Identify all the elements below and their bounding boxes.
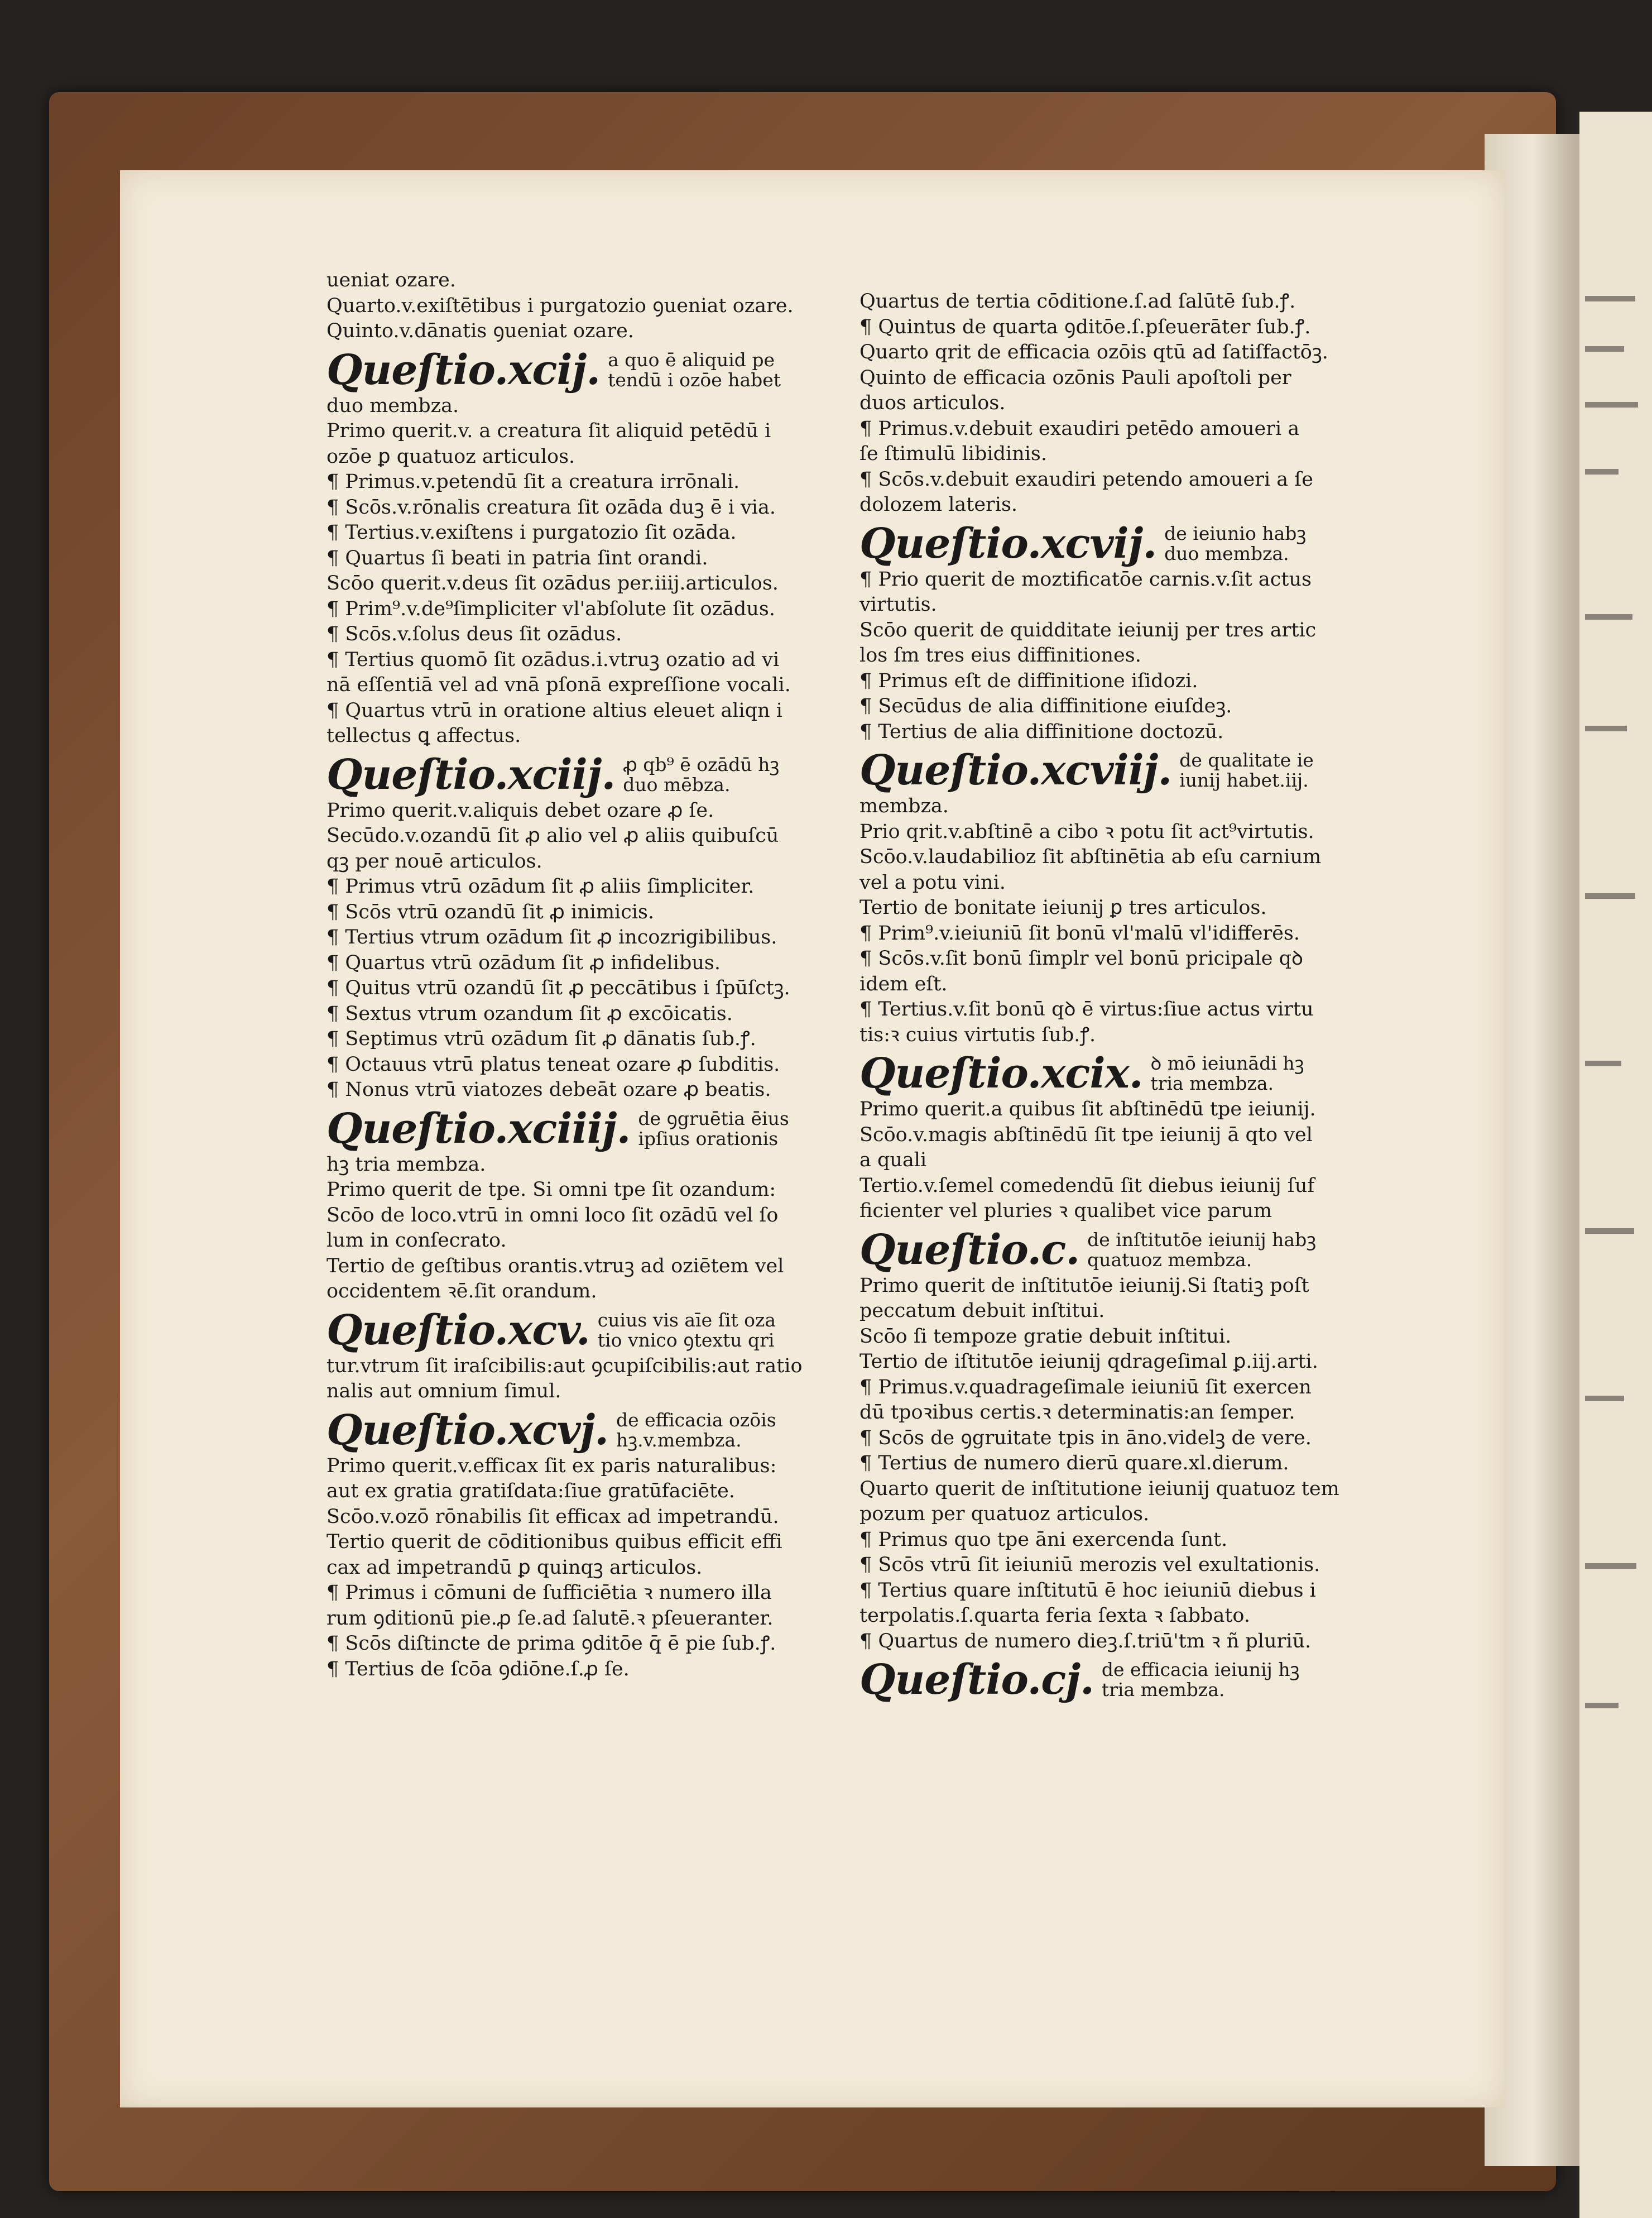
text-line: ¶ Quartus vtrū in oratione altius eleuet aliqn i xyxy=(326,699,782,722)
text-line: Scōo.v.ozō rōnabilis ſit efficax ad impetrandū. xyxy=(326,1505,779,1528)
question-title: Queſtio.xcvij. xyxy=(859,519,1157,568)
text-line: cax ad impetrandū ꝑ quinqꝫ articulos. xyxy=(326,1556,703,1579)
question-title: Queſtio.xcij. xyxy=(326,346,601,394)
text-line: Quartus de tertia cōditione.ſ.ad ſalūtē ſub.ꝭ. xyxy=(859,290,1296,313)
text-line: occidentem ꝛē.ſit orandum. xyxy=(326,1280,597,1302)
question-heading xyxy=(859,1225,1373,1274)
text-line: Primo querit.v.efficax ſit ex paris naturalibus: xyxy=(326,1454,777,1477)
text-line: ¶ Prio querit de moztificatōe carnis.v.ſit actus xyxy=(859,568,1312,591)
text-line: ¶ Primus.v.petendū ſit a creatura irrōnali. xyxy=(326,471,740,493)
question-heading xyxy=(859,1051,1373,1096)
text-line: ¶ Prim⁹.v.ieiuniū ſit bonū vl'malū vl'idifferēs. xyxy=(859,922,1300,945)
text-line: Scōo de loco.vtrū in omni loco ſit ozādū vel ſo xyxy=(326,1204,779,1227)
text-line: membza. xyxy=(859,795,949,817)
question-heading xyxy=(326,348,843,392)
question-description: a quo ē aliquid pe tendū i ozōe habet xyxy=(608,348,781,391)
text-line: Quinto.v.dānatis ꝯueniat ozare. xyxy=(326,320,634,342)
text-line: ¶ Tertius de alia diffinitione doctozū. xyxy=(859,720,1224,743)
question-title: Queſtio.cj. xyxy=(859,1656,1094,1704)
question-heading xyxy=(326,750,843,799)
question-description: de ꝯgruētia ēius ipſius orationis xyxy=(638,1107,789,1149)
text-line: duos articulos. xyxy=(859,392,1006,414)
text-line: ¶ Scōs vtrū ſit ieiuniū merozis vel exultationis. xyxy=(859,1554,1320,1576)
text-line: Scōo querit de quidditate ieiunij per tres artic xyxy=(859,619,1317,641)
question-description: ꝓ qb⁹ ē ozādū hꝫ duo mēbza. xyxy=(623,753,780,796)
text-line: ¶ Prim⁹.v.de⁹ſimpliciter vl'abſolute ſit ozādus. xyxy=(326,597,775,620)
text-line: ¶ Quartus ſi beati in patria ſint orandi. xyxy=(326,547,708,569)
text-line: Prio qrit.v.abſtinē a cibo ꝛ potu ſit act⁹virtutis. xyxy=(859,820,1314,843)
text-line: Scōo ſi tempoze gratie debuit inſtitui. xyxy=(859,1325,1232,1348)
text-line: ¶ Septimus vtrū ozādum ſit ꝓ dānatis ſub.ꝭ. xyxy=(326,1028,756,1050)
text-line: ¶ Scōs vtrū ozandū ſit ꝓ inimicis. xyxy=(326,900,655,923)
question-title: Queſtio.xcvj. xyxy=(326,1406,608,1454)
text-line: ¶ Sextus vtrum ozandum ſit ꝓ excōicatis. xyxy=(326,1002,733,1025)
text-line: aut ex gratia gratiſdata:ſiue gratūfaciēte. xyxy=(326,1480,736,1502)
text-line: hꝫ tria membza. xyxy=(326,1153,486,1176)
text-line: Primo querit de inſtitutōe ieiunij.Si ſtatiꝫ poſt xyxy=(859,1274,1309,1297)
text-line: ¶ Tertius vtrum ozādum ſit ꝓ incozrigibilibus. xyxy=(326,926,777,948)
text-line: ozōe ꝑ quatuoz articulos. xyxy=(326,445,575,468)
question-description: de efficacia ieiunij hꝫ tria membza. xyxy=(1101,1659,1300,1700)
question-title: Queſtio.xciiij. xyxy=(326,1104,631,1153)
text-line: ¶ Tertius quare inſtitutū ē hoc ieiuniū diebus i xyxy=(859,1579,1316,1602)
text-line: nā eſſentiā vel ad vnā pſonā expreſſione vocali. xyxy=(326,674,791,696)
question-title: Queſtio.xcv. xyxy=(326,1306,590,1354)
text-line: ¶ Primus i cōmuni de ſufficiētia ꝛ numero illa xyxy=(326,1582,772,1604)
question-heading xyxy=(326,1106,843,1151)
text-line: ¶ Quartus vtrū ozādum ſit ꝓ infidelibus. xyxy=(326,951,721,974)
text-line: ¶ Primus.v.quadrageſimale ieiuniū ſit exercen xyxy=(859,1376,1312,1398)
text-line: ſe ſtimulū libidinis. xyxy=(859,443,1048,465)
text-line: Tertio querit de cōditionibus quibus efficit effi xyxy=(326,1531,782,1553)
facing-page-edge xyxy=(1579,112,1652,2218)
question-heading xyxy=(326,1308,843,1353)
text-line: Tertio de iſtitutōe ieiunij qdrageſimal ꝑ.iij.arti. xyxy=(859,1350,1318,1373)
text-line: tur.vtrum ſit iraſcibilis:aut ꝯcupiſcibilis:aut ratio xyxy=(326,1354,803,1377)
question-heading xyxy=(859,521,1373,566)
question-description: cuius vis aīe ſit oza tio vnico ꝯtextu qri xyxy=(597,1309,776,1351)
text-line: Quarto.v.exiſtētibus i purgatozio ꝯueniat ozare. xyxy=(326,294,794,317)
text-line: ¶ Secūdus de alia diffinitione eiuſdeꝫ. xyxy=(859,695,1232,717)
question-description: de efficacia ozōis hꝫ.v.membza. xyxy=(616,1409,776,1451)
text-line: ¶ Tertius de numero dierū quare.xl.dierum. xyxy=(859,1452,1289,1474)
text-line: ueniat ozare. xyxy=(326,269,456,291)
text-line: Tertio de geſtibus orantis.vtruꝫ ad oziētem vel xyxy=(326,1254,784,1277)
text-line: idem eſt. xyxy=(859,973,948,995)
text-line: Tertio de bonitate ieiunij ꝑ tres articulos. xyxy=(859,897,1267,919)
text-line: ¶ Scōs de ꝯgruitate tpis in āno.videlꝫ de vere. xyxy=(859,1426,1312,1449)
text-line: Primo querit.a quibus ſit abſtinēdū tpe ieiunij. xyxy=(859,1098,1316,1120)
question-title: Queſtio.xciij. xyxy=(326,750,616,799)
text-line: ¶ Primus eſt de diffinitione iſidozi. xyxy=(859,669,1198,692)
text-line: ¶ Primus.v.debuit exaudiri petēdo amoueri a xyxy=(859,417,1300,440)
text-line: ¶ Quartus de numero dieꝫ.ſ.triū'tm ꝛ ñ pluriū. xyxy=(859,1630,1312,1652)
text-line: rum ꝯditionū pie.ꝓ ſe.ad ſalutē.ꝛ pſeueranter. xyxy=(326,1607,774,1630)
text-line: ¶ Octauus vtrū platus teneat ozare ꝓ ſubditis. xyxy=(326,1053,780,1076)
text-line: duo membza. xyxy=(326,394,459,417)
text-line: a quali xyxy=(859,1149,927,1171)
text-line: ¶ Primus quo tpe āni exercenda ſunt. xyxy=(859,1528,1228,1551)
question-description: de qualitate ie iunij habet.iij. xyxy=(1179,749,1314,791)
text-line: ¶ Scōs.v.ſit bonū ſimplr vel bonū pricipale qꝺ xyxy=(859,947,1303,970)
text-line: Secūdo.v.ozandū ſit ꝓ alio vel ꝓ aliis quibuſcū xyxy=(326,825,779,847)
question-title: Queſtio.c. xyxy=(859,1225,1080,1274)
text-line: dolozem lateris. xyxy=(859,494,1018,516)
text-line: Quarto querit de inſtitutione ieiunij quatuoz tem xyxy=(859,1477,1339,1500)
text-line: ¶ Scōs.v.rōnalis creatura ſit ozāda duꝫ ē i via. xyxy=(326,496,776,519)
text-line: Scōo.v.laudabilioz ſit abſtinētia ab eſu carnium xyxy=(859,846,1322,868)
text-line: peccatum debuit inſtitui. xyxy=(859,1300,1105,1322)
text-line: nalis aut omnium ſimul. xyxy=(326,1380,561,1402)
question-description: de inſtitutōe ieiunij habꝫ quatuoz membza. xyxy=(1087,1228,1317,1271)
text-line: ¶ Tertius quomō ſit ozādus.i.vtruꝫ ozatio ad vi xyxy=(326,648,780,671)
question-description: ꝺ mō ieiunādi hꝫ tria membza. xyxy=(1150,1052,1304,1094)
text-line: Scōo.v.magis abſtinēdū ſit tpe ieiunij ā qto vel xyxy=(859,1123,1313,1146)
text-line: ¶ Scōs.v.debuit exaudiri petendo amoueri a ſe xyxy=(859,468,1313,491)
text-line: terpolatis.ſ.quarta feria ſexta ꝛ ſabbato. xyxy=(859,1604,1250,1627)
text-line: Tertio.v.ſemel comedendū ſit diebus ieiunij ſuf xyxy=(859,1174,1315,1197)
text-line: qꝫ per nouē articulos. xyxy=(326,850,542,873)
text-line: ¶ Tertius de ſcōa ꝯdiōne.ſ.ꝓ ſe. xyxy=(326,1657,630,1680)
text-line: ¶ Quitus vtrū ozandū ſit ꝓ peccātibus i ſpūſctꝫ. xyxy=(326,977,790,999)
text-line: ¶ Tertius.v.exiſtens i purgatozio ſit ozāda. xyxy=(326,521,737,544)
question-title: Queſtio.xcviij. xyxy=(859,746,1172,794)
text-line: ¶ Primus vtrū ozādum ſit ꝓ aliis ſimpliciter. xyxy=(326,875,755,898)
text-line: Primo querit de tpe. Si omni tpe ſit ozandum: xyxy=(326,1179,776,1201)
text-line: ¶ Scōs.v.ſolus deus ſit ozādus. xyxy=(326,623,622,645)
text-line: los ſm tres eius diffinitiones. xyxy=(859,644,1141,667)
text-line: ¶ Tertius.v.ſit bonū qꝺ ē virtus:ſiue actus virtu xyxy=(859,998,1314,1021)
question-title: Queſtio.xcix. xyxy=(859,1050,1143,1098)
text-line: tis:ꝛ cuius virtutis ſub.ꝭ. xyxy=(859,1023,1096,1046)
text-line: Primo querit.v. a creatura ſit aliquid petēdū i xyxy=(326,420,771,442)
text-line: ¶ Scōs diſtincte de prima ꝯditōe q̄ ē pie ſub.ꝭ. xyxy=(326,1632,776,1655)
question-description: de ieiunio habꝫ duo membza. xyxy=(1164,522,1307,564)
text-line: ¶ Quintus de quarta ꝯditōe.ſ.pſeuerāter ſub.ꝭ. xyxy=(859,315,1311,338)
text-line: lum in conſecrato. xyxy=(326,1229,507,1252)
text-line: vel a potu vini. xyxy=(859,871,1006,894)
text-line: Quinto de efficacia ozōnis Pauli apoſtoli per xyxy=(859,366,1291,389)
left-text-column xyxy=(326,268,843,1682)
text-line: dū tpoꝛibus certis.ꝛ determinatis:an ſemper. xyxy=(859,1401,1295,1424)
text-line: tellectus ꝗ affectus. xyxy=(326,725,521,747)
text-line: ficienter vel pluries ꝛ qualibet vice parum xyxy=(859,1200,1272,1222)
text-line: Quarto qrit de efficacia ozōis qtū ad ſatiſfactōꝫ. xyxy=(859,341,1328,363)
text-line: Scōo querit.v.deus ſit ozādus per.iiij.articulos. xyxy=(326,572,779,595)
right-text-column xyxy=(859,289,1373,1703)
text-line: ¶ Nonus vtrū viatozes debeāt ozare ꝓ beatis. xyxy=(326,1079,771,1101)
question-heading xyxy=(326,1408,843,1453)
text-line: Primo querit.v.aliquis debet ozare ꝓ ſe. xyxy=(326,799,714,822)
text-line: pozum per quatuoz articulos. xyxy=(859,1503,1150,1525)
question-heading xyxy=(859,1657,1373,1702)
text-line: virtutis. xyxy=(859,593,937,616)
question-heading xyxy=(859,748,1373,793)
